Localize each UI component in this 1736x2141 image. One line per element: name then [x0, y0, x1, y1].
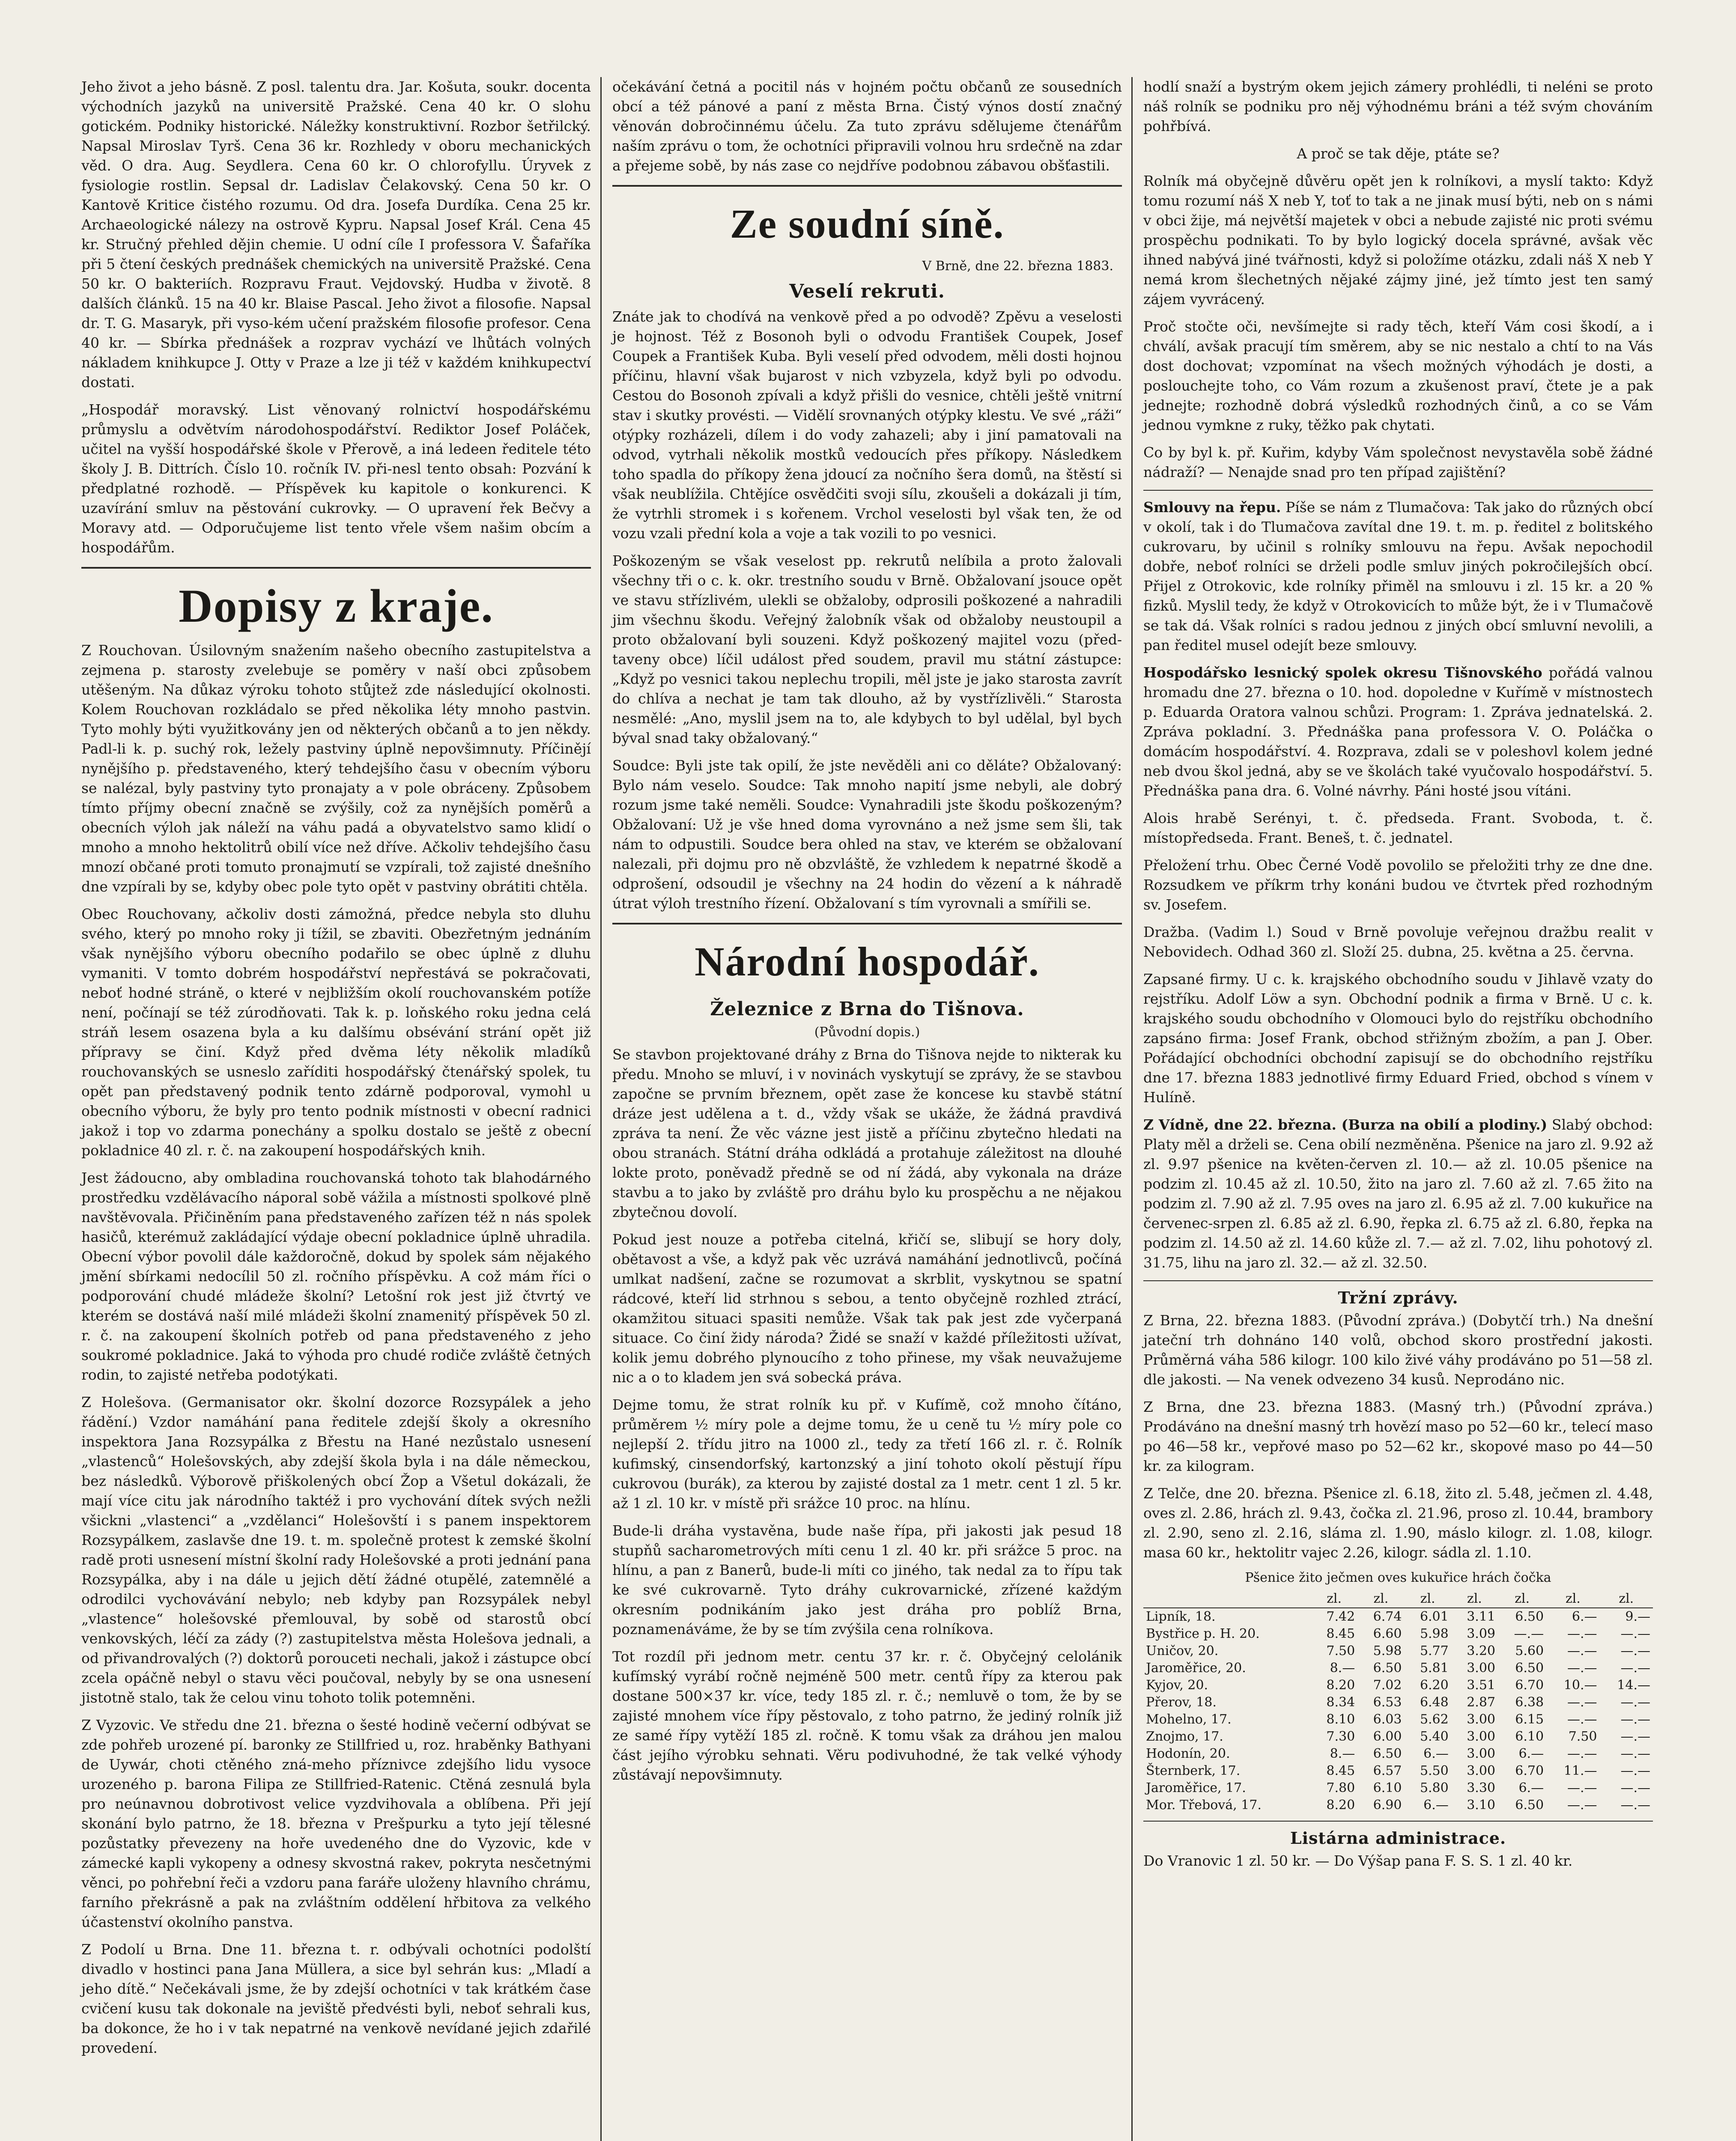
news-spolek-body: pořádá valnou hromadu dne 27. března o 10. hod. dopoledne v Kuřímě v místnostech p. Eduarda Oratora valnou schůzi. Program: 1. Zpráva jednatelská. 2. Zpráva pokladní. 3. Přednáška pana professora V. O. Poláčka o domácím hospodářství. 4. Rozprava, zdali se v poleshovl kolem jedné neb dvou škol jedná, aby se ve školách také vyučovalo hospodářství. 5. Přednáška pana dra. 6. Volné návrhy. Páni hosté jsou vítáni.: [1143, 664, 1653, 799]
price-table-place: Mor. Třebová, 17.: [1146, 1798, 1262, 1813]
column-divider: [1131, 77, 1133, 2141]
price-table-cell: 6.15: [1515, 1712, 1544, 1727]
price-table-cell: 5.80: [1420, 1780, 1449, 1795]
price-table-row: [1143, 1643, 1653, 1660]
price-table-cell: 6.10: [1515, 1729, 1544, 1744]
article-rekruti-cont: Poškozeným se však veselost pp. rekrutů nelíbila a proto žalovali všechny tři o c. k. okr. trestního soudu v Brně. Obžalovaní jsouce opět ve stavu střízlivém, ulekli se obžaloby, odprosili poškozené a nahradili jim všechnu škodu. Veřejný žalobník však od obžaloby neustoupil a proto obžalovaní byli souzeni. Když poškozený majitel vozu (před-taveny obce) líčil událost před soudem, pravil mu státní zástupce: „Když po vesnici takou neplechu tropili, měl jste je jako starosta zavrít do chlíva a nechat je tam tak dlouho, až by vystřízlivěli.“ Starosta nesmělé: „Ano, myslil jsem na to, ale kdybych to byl udělal, byl bych býval snad taky obžalovaný.“: [612, 552, 1122, 746]
price-table-place: Mohelno, 17.: [1146, 1712, 1232, 1727]
price-table-cell: —.—: [1620, 1763, 1650, 1778]
price-table-cell: 3.00: [1467, 1661, 1495, 1676]
price-table-cell: 3.00: [1467, 1712, 1495, 1727]
article-title-rekruti: Veselí rekruti.: [789, 280, 945, 302]
article-holesov: Z Holešova. (Germanisator okr. školní dozorce Rozsypálek a jeho řádění.) Vzdor namáhání pana ředitele zdejší školy a okresního inspektora Jana Rozsypálka z Břestu na Hané nezůstalo usnesení „vlastenců“ Holešovských, aby zdejší škola byla i na dále německou, bez následků. Výborově přiškolených obcí Žop a Všetul dokázali, že mají více citu jak národního taktéž i pro vychování dítek svých nežli všickni „vlastenci“ a „vzdělanci“ Holešovští i s panem inspektorem Rozsypálkem, zaslavše dne 19. t. m. společně protest k zemské školní radě proti usnesení místní školní rady Holešovské a proti jednání pana Rozsypálka, aby i na dále u jejich dětí žádné otupělé, zatemnělé a odrodilci vychovávání nebylo; neb kdyby pan Rozsypálek nebyl „vlastence“ holešovské přemlouval, by sobě od starostů obcí venkovských, léčí za zády (?) zastupitelstva města Holešova jednali, a od přivandrovalých (?) doktorů porouceti nechali, jakož i zástupce obcí zcela opáčně nebyl o stavu věci poučoval, nebyly by se ona usnesení jistotně stalo, tak že celou vinu tohoto tolik potemněni.: [81, 1394, 591, 1706]
price-table-place: Jaroměřice, 17.: [1146, 1780, 1246, 1795]
price-table-cell: 8.45: [1326, 1626, 1355, 1641]
article-rouchovan: Z Rouchovan. Úsilovným snažením našeho obecního zastupitelstva a zejmena p. starosty zvelebuje se poměry v naší obci způsobem utěšeným. Na důkaz výroku tohoto stůjtež zde následující okolnosti. Kolem Rouchovan rozkládalo se před několika léty mnoho pastvin. Tyto mohly býti využitkovány jen od některých občanů a to jen někdy. Padl-li k. p. suchý rok, ležely pastviny úplně nepovšimnuty. Příčinějí nynějšího p. představeného, který tehdejšího času v obecním výboru se nalézal, byly pastviny tyto pronajaty a v pole obráceny. Způsobem tímto příjmy obecní značně se zvýšily, což za nynějších poměrů a obecních výloh jak náleží na váhu padá a obyvatelstvo samo klidí o mnoho a mnoho hektolitrů obilí více než dříve. Ačkoliv tehdejšího času mnozí občané proti tomuto pronajmutí se vzpírali, tož zajisté dnešního dne vzpírali by se, kdyby obec pole tyto opět v pastviny obrátiti chtěla.: [81, 642, 591, 895]
price-table-cell: 5.98: [1420, 1626, 1449, 1641]
price-table-cell: 6.01: [1420, 1609, 1449, 1624]
price-table-cell: —.—: [1567, 1712, 1597, 1727]
price-table-cell: 6.50: [1515, 1661, 1544, 1676]
price-table-cell: —.—: [1620, 1746, 1650, 1761]
price-table-cell: 5.62: [1420, 1712, 1449, 1727]
price-table-cell: 6.60: [1373, 1626, 1402, 1641]
news-drazba: Dražba. (Vadim l.) Soud v Brně povoluje veřejnou dražbu realit v Nebovidech. Odhad 360 zl. Složí 25. dubna, 25. května a 25. června.: [1143, 924, 1653, 960]
price-table-cell: 9.—: [1625, 1609, 1650, 1624]
article-podoli: Z Podolí u Brna. Dne 11. března t. r. odbývali ochotníci podolští divadlo v hostinci pana Jana Müllera, a sice byl sehrán kus: „Mladí a jeho dítě.“ Nečekávali jsme, že by zdejší ochotníci v tak krátkém čase cvičení kusu tak dokonale na jeviště předvésti byli, neboť sehrali kus, ba dokonce, že ho i v tak nepatrné na venkově nevídané jejich zdařilé provedení.: [81, 1941, 591, 2056]
price-table-cell: 8.20: [1326, 1798, 1355, 1813]
dateline: V Brně, dne 22. března 1883.: [922, 259, 1113, 274]
price-table-cell: 7.02: [1373, 1678, 1402, 1693]
price-table-row: [1143, 1780, 1653, 1797]
price-table-cell: —.—: [1567, 1780, 1597, 1795]
price-table-cell: 3.10: [1467, 1798, 1495, 1813]
section-rule: [1143, 1280, 1653, 1281]
market-report: [1143, 1115, 1653, 1273]
price-table-place: Přerov, 18.: [1146, 1695, 1217, 1710]
price-table-cell: 8.10: [1326, 1712, 1355, 1727]
price-table-cell: 5.81: [1420, 1661, 1449, 1676]
price-table-row: [1143, 1745, 1653, 1762]
price-table-cell: 6.50: [1373, 1746, 1402, 1761]
price-table-cell: 3.11: [1467, 1609, 1495, 1624]
price-table-cell: 8.45: [1326, 1763, 1355, 1778]
listarna-body: Do Vranovic 1 zl. 50 kr. — Do Výšap pana F. S. S. 1 zl. 40 kr.: [1143, 1852, 1573, 1869]
section-rule: [1143, 490, 1653, 491]
price-table-cell: 8.—: [1330, 1661, 1355, 1676]
price-table-cell: 8.20: [1326, 1678, 1355, 1693]
price-table-cell: 8.—: [1330, 1746, 1355, 1761]
price-table-header-cell: zl.: [1600, 1590, 1653, 1608]
article-zeleznice-cont4: Tot rozdíl při jednom metr. centu 37 kr. r. č. Obyčejný celolánik kufímský vyrábí ročně nejméně 500 metr. centů řípy za kterou pak dostane 500×37 kr. více, tedy 185 zl. r. č.; nemluvě o tom, že by se zajisté mnohem více řípy pěstovalo, z toho patrno, že jediný rolník již ze samé řípy vytěží 185 zl. ročně. K tomu však za dráhou jen malou část jejího výrobku sehnati. Věru podivuhodné, že tak velké výhody zůstávají nepovšimnuty.: [612, 1648, 1122, 1783]
price-table-cell: —.—: [1620, 1661, 1650, 1676]
price-table-place: Bystřice p. H. 20.: [1146, 1626, 1260, 1641]
price-table-cell: 5.98: [1373, 1643, 1402, 1658]
section-rule: [612, 923, 1122, 924]
price-table-header-cell: zl.: [1311, 1590, 1357, 1608]
price-table-place: Šternberk, 17.: [1146, 1763, 1241, 1778]
price-table-place: Kyjov, 20.: [1146, 1678, 1208, 1693]
price-table-cell: —.—: [1567, 1626, 1597, 1641]
price-table-cell: 6.50: [1515, 1798, 1544, 1813]
price-table-cell: 3.00: [1467, 1746, 1495, 1761]
news-trhy: Přeložení trhu. Obec Černé Vodě povolilo se přeložiti trhy ze dne dne. Rozsudkem ve příkrm trhy konáni budou ve čtvrtek před rozhodným sv. Josefem.: [1143, 857, 1653, 913]
price-table-body: [1143, 1608, 1653, 1814]
section-heading-dopisy: Dopisy z kraje.: [179, 580, 494, 632]
price-table-header-cell: zl.: [1498, 1590, 1546, 1608]
price-table-cell: 14.—: [1617, 1678, 1650, 1693]
market-report-title: Z Vídně, dne 22. března. (Burza na obilí a plodiny.): [1143, 1116, 1548, 1133]
article-rouchovan-cont2: Jest žádoucno, aby ombladina rouchovanská tohoto tak blahodárného prostředku vzdělávacího náporal sobě vážila a místnosti spolkové plně navštěvovala. Přičiněním pana představeného zařízen též n nás spolek hasičů, kterémuž zakládající výdaje obecní pokladnice úplně uhradila. Obecní výbor povolil dále každoročně, dokud by spolek sám nějakého jmění sbírkami nedocílil 50 zl. ročního příspěvku. A což mám říci o podporování chudé mládeže školní? Letošní rok jest již čtvrtý ve kterém se dostává naší milé mládeži školní znamenitý příspěvek 50 zl. r. č. na zakoupení školních potřeb od pana představeného z jeho soukromé pokladnice. Jaká to výhoda pro chudé rodiče zvláště četných rodin, to zajisté netřeba podotýkati.: [81, 1169, 591, 1383]
price-table-cell: 6.—: [1572, 1609, 1597, 1624]
price-table-row: [1143, 1711, 1653, 1728]
price-table-header-cell: [1143, 1590, 1311, 1608]
price-table-row: [1143, 1728, 1653, 1745]
article-zeleznice-cont2: Dejme tomu, že strat rolník ku př. v Kufímě, což mnoho čítáno, průměrem ½ míry pole a dejme tomu, že u ceně tu ½ míry pole co nejlepší 2. třídu jitro na 1000 zl., tedy za třetí 166 zl. r. č. Rolník kufimský, cinsendorfský, kartonzský a jiní tohoto okolí pěstují řípu cukrovou (burák), za kterou by zajisté dostal za 1 metr. cent 1 zl. 5 kr. až 1 zl. 10 kr. v místě při srážce 10 proc. na hlínu.: [612, 1396, 1122, 1512]
price-table-cell: 6.50: [1515, 1609, 1544, 1624]
price-table-header-cell: zl.: [1451, 1590, 1498, 1608]
price-table-cell: 10.—: [1563, 1678, 1597, 1693]
column-1: [81, 77, 591, 2066]
price-table-cell: 6.70: [1515, 1678, 1544, 1693]
price-table-cell: 6.90: [1373, 1798, 1402, 1813]
price-table-cell: 6.48: [1420, 1695, 1449, 1710]
price-table-cell: 3.51: [1467, 1678, 1495, 1693]
price-table-cell: 6.00: [1373, 1729, 1402, 1744]
price-table-cell: 6.20: [1420, 1678, 1449, 1693]
section-rule: [612, 185, 1122, 187]
column-2: [612, 77, 1122, 1792]
column-divider: [600, 77, 602, 2141]
news-spolek-signatures: Alois hrabě Serényi, t. č. předseda. Frant. Svoboda, t. č. místopředseda. Frant. Beneš, t. č. jednatel.: [1143, 810, 1653, 846]
price-table-cell: —.—: [1514, 1626, 1544, 1641]
price-table-header-cell: zl.: [1546, 1590, 1599, 1608]
article-zeleznice: Se stavbon projektované dráhy z Brna do Tišnova nejde to nikterak ku předu. Mnoho se mluví, i v novinách vyskytují se zprávy, že se stavbou započne se prvním březnem, opět zase že koncese ku stavbě státní dráze jest udělena a t. d., vždy však se ukáže, že žádná pravdivá zpráva ta není. Že věc vázne jest jistě a příčinu zbytečno hledati na obou stranách. Státní dráha odkládá a protahuje záležitost na dlouhé lokte proto, poněvadž předně se od ní žádá, aby vykonala na dráze stavbu a to jako by zvláště pro dráhu bylo ku prospěchu a ne nějakou zbytečnou dovolí.: [612, 1046, 1122, 1220]
price-table-cell: —.—: [1567, 1643, 1597, 1658]
price-table-cell: —.—: [1620, 1626, 1650, 1641]
price-table-cell: 8.34: [1326, 1695, 1355, 1710]
column-3: [1143, 77, 1653, 1879]
price-table-cell: —.—: [1620, 1695, 1650, 1710]
price-table-row: [1143, 1625, 1653, 1643]
price-table-cell: 3.09: [1467, 1626, 1495, 1641]
zeleznice-para2: Proč stočte oči, nevšímejte si rady těch, kteří Vám cosi škodí, a i chválí, avšak pracují tím směrem, aby se nic nestalo a chtí to na Vás dost dochovat; vzpomínat na všech možných výhodách je dosti, a poslouchejte toho, co Vám rozum a zkušenost praví, čtete je a pak jednejte; rozhodně dobrá výsledků rozhodných činů, a co se Vám jednou vymkne z ruky, těžko pak chytati.: [1143, 318, 1653, 433]
price-table-cell: 3.00: [1467, 1729, 1495, 1744]
price-table-cell: —.—: [1567, 1695, 1597, 1710]
section-heading-trzni: Tržní zprávy.: [1338, 1288, 1459, 1307]
price-table-place: Hodonín, 20.: [1146, 1746, 1230, 1761]
price-table-cell: 6.03: [1373, 1712, 1402, 1727]
price-table-cell: 3.00: [1467, 1763, 1495, 1778]
price-table-header-cell: zl.: [1357, 1590, 1404, 1608]
news-smlouvy-body: Píše se nám z Tlumačova: Tak jako do různých obcí v okolí, tak i do Tlumačova zavítal dne 19. t. m. p. ředitel z bolitského cukrovaru, by učinil s rolníky smlouvu na řepu. Avšak nepochodil dobře, neboť rolníci se drželi podle smluv jiných pokročilejších obcí. Přijel z Otrokovic, kde rolníky přiměl na smlouvu i zl. 15 kr. a 20 % fizků. Myslil tedy, že když v Otrokovicích to může být, že i v Tlumačově se tak dá. Však rolníci s radou jednou z jiných obcí smluvní nevolili, a pan ředitel musel odejít beze smlouvy.: [1143, 499, 1653, 653]
price-table-place: Jaroměřice, 20.: [1146, 1661, 1246, 1676]
price-table-row: [1143, 1677, 1653, 1694]
price-table-cell: —.—: [1620, 1643, 1650, 1658]
price-table-cell: 3.20: [1467, 1643, 1495, 1658]
zeleznice-para: Rolník má obyčejně důvěru opět jen k rolníkovi, a myslí takto: Když tomu rozumí náš X neb Y, toť to tak a ne jinak musí býti, neb on s námi v obci žije, má největší majetek v obci a nebude zajisté nic proti svému prospěchu podnikati. To by bylo logický docela správné, avšak věc ihned nabývá jiné tvářnosti, když si položíme otázku, zdali náš X neb Y nemá krom šlechetných nějaké zájmy jiné, jež tímto jest ten samý zájem vyvrácený.: [1143, 173, 1653, 307]
price-table-cell: 6.57: [1373, 1763, 1402, 1778]
price-table-cell: 7.50: [1568, 1729, 1597, 1744]
price-table-cell: —.—: [1620, 1780, 1650, 1795]
price-table-cell: —.—: [1567, 1746, 1597, 1761]
news-firmy: Zapsané firmy. U c. k. krajského obchodního soudu v Jihlavě vzaty do rejstříku. Adolf Löw a syn. Obchodní podnik a firma v Brně. U c. k. krajského soudu obchodního v Olomouci bylo do rejstříku obchodního zapsáno firma: Josef Frank, obchod střižným zbožím, a pan J. Ober. Pořádající obchodníci obchodní zapisují se do obchodního rejstříku dne 17. března 1883 jednotlivé firmy Eduard Fried, obchod s vínem v Hulíně.: [1143, 971, 1653, 1106]
podoli-continuation: očekávání četná a pocitil nás v hojném počtu občanů ze sousedních obcí a též pánové a paní z města Brna. Čistý výnos dostí značný věnován dobročinnému účelu. Za tuto zprávu sdělujeme čtenářům naším zprávu o tom, že ochotníci připravili volnou hru srdečně na zdar a přejeme sobě, by nás zase co nejdříve podobnou zábavou obšťastili.: [612, 78, 1122, 174]
price-table-cell: —.—: [1620, 1798, 1650, 1813]
price-table-row: [1143, 1660, 1653, 1677]
hospodar-notice: „Hospodář moravský. List věnovaný rolnictví hospodářskému průmyslu a odvětvím národohospodářství. Rediktor Josef Poláček, učitel na vyšší hospodářské škole v Přerově, a iná ledeen ředitele této školy J. B. Dittrích. Číslo 10. ročník IV. při-nesl tento obsah: Pozvání k předplatné rozhodě. — Příspěvek ku kapitole o konkurenci. K uzavírání smluv na pěstování cukrovky. — O upravení řek Bečvy a Moravy atd. — Odporučujeme list tento vřele všem našim obcím a hospodářům.: [81, 401, 591, 556]
article-rekruti: Znáte jak to chodívá na venkově před a po odvodě? Zpěvu a veselosti je hojnost. Též z Bosonoh byli o odvodu František Coupek, Josef Coupek a František Kuba. Byli veselí před odvodem, měli dosti hojnou příčinu, hlavní však bujarost v nich vzbyzela, když byli po odvodu. Cestou do Bosonoh zpívali a když přišli do vesnice, chtěli ještě vnitrní stav i skutky provésti. — Vidělí srovnaných otýpky klestu. Ve své „ráži“ otýpky rozházeli, dílem i do vody zahazeli; aby i jiní pamatovali na odvod, vytrhali několik mostků vedoucích přes příkopy. Následkem toho spadla do příkopy žena jdoucí za nočního šera domů, na štěstí si však neublížila. Chtějíce osvědčiti svoji sílu, zkoušeli a dokázali ji tím, že vytrhli stromek i s kořenem. Vrchol veselosti byl však ten, že od vozu vzali přední kola a voje a tak vozili to po vesnici.: [612, 308, 1122, 542]
price-table-place: Uničov, 20.: [1146, 1643, 1219, 1658]
price-table-cell: 5.77: [1420, 1643, 1449, 1658]
price-table-cell: 7.30: [1326, 1729, 1355, 1744]
section-rule: [81, 567, 591, 569]
article-title-zeleznice: Železnice z Brna do Tišnova.: [710, 998, 1024, 1020]
trzni-telc: Z Telče, dne 20. března. Pšenice zl. 6.18, žito zl. 5.48, ječmen zl. 4.48, oves zl. 2.86, hrách zl. 9.43, čočka zl. 21.96, proso zl. 10.44, brambory zl. 2.90, seno zl. 2.16, sláma zl. 1.90, máslo kilogr. zl. 1.08, kilogr. masa 60 kr., hektolitr vajec 2.26, kilogr. sádla zl. 1.10.: [1143, 1485, 1653, 1561]
price-table-cell: —.—: [1567, 1661, 1597, 1676]
article-zeleznice-cont: Pokud jest nouze a potřeba citelná, křičí se, slibují se hory doly, obětavost a vše, a když pak věc uzrává namáhání jednotlivců, počíná umlkat nadšení, začne se rozumovat a skrblit, vyskytnou se spatní rádcové, kteří lid strhnou s sebou, a tento obyčejně rozhled ztrácí, okamžitou situaci spasiti nemůže. Však tak pak jest zde vyčerpaná situace. Co činí židy národa? Židé se snaží v každé příležitosti užívat, kolik jemu dobrého plynoucího z toho přinese, my však neuvažujeme nic a o to kladem jen svá sobecká práva.: [612, 1231, 1122, 1386]
article-zeleznice-cont3: Bude-li dráha vystavěna, bude naše řípa, při jakosti jak pesud 18 stupňů sacharometrových míti cenu 1 zl. 40 kr. při srážce 5 proc. na hlínu, a pan z Banerů, bude-li míti co jiného, tak nedal za to řípu tak ke své cukrovarně. Tyto dráhy cukrovarnické, zřízené každým okresním podnikáním jako jest dráha pro poblíž Brna, poznamenáváme, že by se tím zvýšila cena rolníkova.: [612, 1522, 1122, 1637]
book-notices: Jeho život a jeho básně. Z posl. talentu dra. Jar. Košuta, soukr. docenta východních jazyků na universitě Pražské. Cena 40 kr. O slohu gotickém. Podniky historické. Náležky konstruktivní. Rozbor šetřilcký. Napsal Miroslav Tyrš. Cena 36 kr. Rozhledy v oboru mechanických věd. O dra. Aug. Seydlera. Cena 60 kr. O chlorofyllu. Úryvek z fysiologie rostlin. Sepsal dr. Ladislav Čelakovský. Cena 50 kr. O Kantově Kritice čistého rozumu. Od dra. Josefa Durdíka. Cena 25 kr. Archaeologické nálezy na ostrově Kypru. Napsal Josef Král. Cena 45 kr. Stručný přehled dějin chemie. U odní cíle I professora V. Šafaříka při 5 čtení českých prednášek chemických na universitě Pražské. Cena 50 kr. O bakteriích. Rozpravu Fraut. Vejdovský. Hudba v životě. 8 dalších článků. 15 na 40 kr. Blaise Pascal. Jeho život a filosofie. Napsal dr. T. G. Masaryk, při vyso-kém učení pražském filosofie profesor. Cena 40 kr. — Sbírka přednášek a rozprav vychází ve lhůtách volných nákladem knihkupce J. Otty v Praze a lze ji též v každém knihkupectví dostati.: [81, 78, 591, 391]
section-rule: [1143, 1821, 1653, 1822]
price-table-cell: 5.60: [1515, 1643, 1544, 1658]
price-table-cell: 11.—: [1563, 1763, 1597, 1778]
price-table: [1143, 1590, 1653, 1814]
price-table-cell: 6.—: [1518, 1746, 1544, 1761]
article-vyzovice: Z Vyzovic. Ve středu dne 21. března o šesté hodině večerní odbývat se zde pohřeb urozené pí. baronky ze Stillfried u, roz. hraběnky Bathyani de Uywár, choti ctěného zná-meho příznivce zdejšího lidu vysoce urozeného p. barona Filipa ze Stillfried-Ratenic. Ctěná zesnulá byla pro neúnavnou dobrotivost velice vyzdvihovala a oblíbena. Při její skonání bylo patrno, že 18. března v Prešpurku a tyto její tělesné pozůstatky převezeny na hoře uvedeného dne do Vyzovic, kde v zámecké kapli vykopeny a odnesy skvostná rakev, pokryta nesčetnými věnci, po pohřební řeči a vzdoru pana faráře uloženy hlavního chrámu, farního překrásně a pak na zvláštním oddělení hřbitova za velkého účastenství okolního panstva.: [81, 1717, 591, 1930]
price-table-cell: 6.38: [1515, 1695, 1544, 1710]
price-table-cell: 3.30: [1467, 1780, 1495, 1795]
question-line: A proč se tak děje, ptáte se?: [1297, 145, 1500, 162]
price-table-row: [1143, 1694, 1653, 1711]
trzni-brno-maso: Z Brna, dne 23. března 1883. (Masný trh.) (Původní zpráva.) Prodáváno na dnešní masný trh hovězí maso po 52—60 kr., telecí maso po 46—58 kr., vepřové maso po 52—62 kr., skopové maso po 44—50 kr. za kilogram.: [1143, 1399, 1653, 1474]
news-spolek: [1143, 663, 1653, 801]
price-table-cell: 7.50: [1326, 1643, 1355, 1658]
price-table-cell: 6.70: [1515, 1763, 1544, 1778]
news-spolek-title: Hospodářsko lesnický spolek okresu Tišnovského: [1143, 664, 1542, 681]
price-table-cell: 7.80: [1326, 1780, 1355, 1795]
price-table-cell: —.—: [1620, 1729, 1650, 1744]
price-table-row: [1143, 1797, 1653, 1814]
zeleznice-continuation: hodlí snaží a bystrým okem jejich zámery prohlédli, ti neléni se proto náš rolník se podniku pro něj výhodnému bráni a též svým chováním pohřbívá.: [1143, 78, 1653, 134]
price-table-header: [1143, 1590, 1653, 1608]
price-table-cell: 5.40: [1420, 1729, 1449, 1744]
article-source-note: (Původní dopis.): [814, 1025, 920, 1040]
article-rouchovan-cont: Obec Rouchovany, ačkoliv dosti zámožná, předce nebyla sto dluhu svého, který po mnoho roky ji tížil, se zbaviti. Obezřetným jednáním však nynějšího výboru obecního podařilo se obec úplně z dluhu vymaniti. V tomto dobrém hospodářství nepřestává se pokračovati, neboť hodné stráně, o které v nejbližším okolí rouchovanském potíže není, počínají se též zúrodňovati. Tak k. p. loňského roku jedna celá stráň lesem osazena byla a ku dalšímu obsévání strání opět již přípravy se činí. Když před dvěma léty několik mladíků rouchovanských se usneslo zaříditi hospodářský čtenářský spolek, tu opět pan představený podnik tento zdárně podporoval, vymohl u obecního výboru, že byly pro tento podnik místnosti v obecní radnici jakož i top vo zdarma ponechány a spolku dostalo se ještě z obecní pokladnice 40 zl. r. č. na zakoupení hospodářských knih.: [81, 906, 591, 1159]
article-rekruti-cont2: Soudce: Byli jste tak opilí, že jste nevěděli ani co děláte? Obžalovaný: Bylo nám veselo. Soudce: Tak mnoho napití jsme nebyli, ale dobrý rozum jsme také neměli. Soudce: Vynahradili jste škodu poškozeným? Obžalovaní: Už je vše hned doma vyrovnáno a než jsme sem šli, tak nám to odpustili. Soudce bera ohled na stav, ve kterém se obžalovaní nalezali, při dojmu pro ně obzvláště, že vzhledem k nepatrné škodě a odprošení, odsoudil je všechny na 24 hodin do vězení a k náhradě útrat výloh trestního řízení. Obžalovaní s tím vyrovnali a smířili se.: [612, 757, 1122, 912]
price-table-header-cell: zl.: [1404, 1590, 1451, 1608]
price-table-cell: 7.42: [1326, 1609, 1355, 1624]
price-table-cell: 6.—: [1423, 1798, 1449, 1813]
section-heading-soudni: Ze soudní síně.: [730, 201, 1005, 247]
market-report-body: Slabý obchod: Platy měl a drželi se. Cena obilí nezměněna. Pšenice na jaro zl. 9.92 až zl. 9.97 pšenice na květen-červen zl. 10.— až zl. 10.05 pšenice na podzim zl. 10.45 až zl. 10.50, žito na jaro zl. 7.60 až zl. 7.65 žito na podzim zl. 7.90 až zl. 7.95 oves na jaro zl. 6.95 až zl. 7.00 kukuřice na červenec-srpen zl. 6.85 až zl. 6.90, řepka zl. 6.75 až zl. 6.80, řepka na podzim zl. 14.50 až zl. 14.60 kůže zl. 7.— až zl. 7.02, lihu pohotový zl. 31.75, lihu na jaro zl. 32.— až zl. 32.50.: [1143, 1116, 1653, 1271]
price-table-cell: 6.50: [1373, 1661, 1402, 1676]
price-table-cell: —.—: [1620, 1712, 1650, 1727]
price-table-cell: 5.50: [1420, 1763, 1449, 1778]
news-smlouvy-title: Smlouvy na řepu.: [1143, 499, 1281, 516]
trzni-brno-dobytek: Z Brna, 22. března 1883. (Původní zpráva.) (Dobytčí trh.) Na dnešní jateční trh dohnáno 140 volů, obchod skoro prostřední jakosti. Průměrná váha 586 kilogr. 100 kilo živé váhy prodáváno po 51—58 zl. dle jakosti. — Na venek odvezeno 34 kusů. Neprodáno nic.: [1143, 1312, 1653, 1388]
price-table-cell: 6.53: [1373, 1695, 1402, 1710]
price-table-caption: Pšenice žito ječmen oves kukuřice hrách čočka: [1245, 1570, 1551, 1585]
price-table-cell: 2.87: [1467, 1695, 1495, 1710]
price-table-place: Znojmo, 17.: [1146, 1729, 1223, 1744]
news-smlouvy: [1143, 498, 1653, 655]
price-table-cell: 6.10: [1373, 1780, 1402, 1795]
price-table-row: [1143, 1762, 1653, 1780]
section-heading-listarna: Listárna administrace.: [1290, 1828, 1506, 1848]
price-table-cell: —.—: [1567, 1798, 1597, 1813]
price-table-row: [1143, 1608, 1653, 1625]
price-table-cell: 6.—: [1423, 1746, 1449, 1761]
price-table-cell: 6.—: [1518, 1780, 1544, 1795]
section-heading-hospodar: Národní hospodář.: [695, 939, 1040, 984]
price-table-place: Lipník, 18.: [1146, 1609, 1216, 1624]
zeleznice-para3: Co by byl k. př. Kuřim, kdyby Vám společnost nevystavěla sobě žádné nádraží? — Nenajde snad pro ten případ zajištění?: [1143, 444, 1653, 480]
price-table-cell: 6.74: [1373, 1609, 1402, 1624]
